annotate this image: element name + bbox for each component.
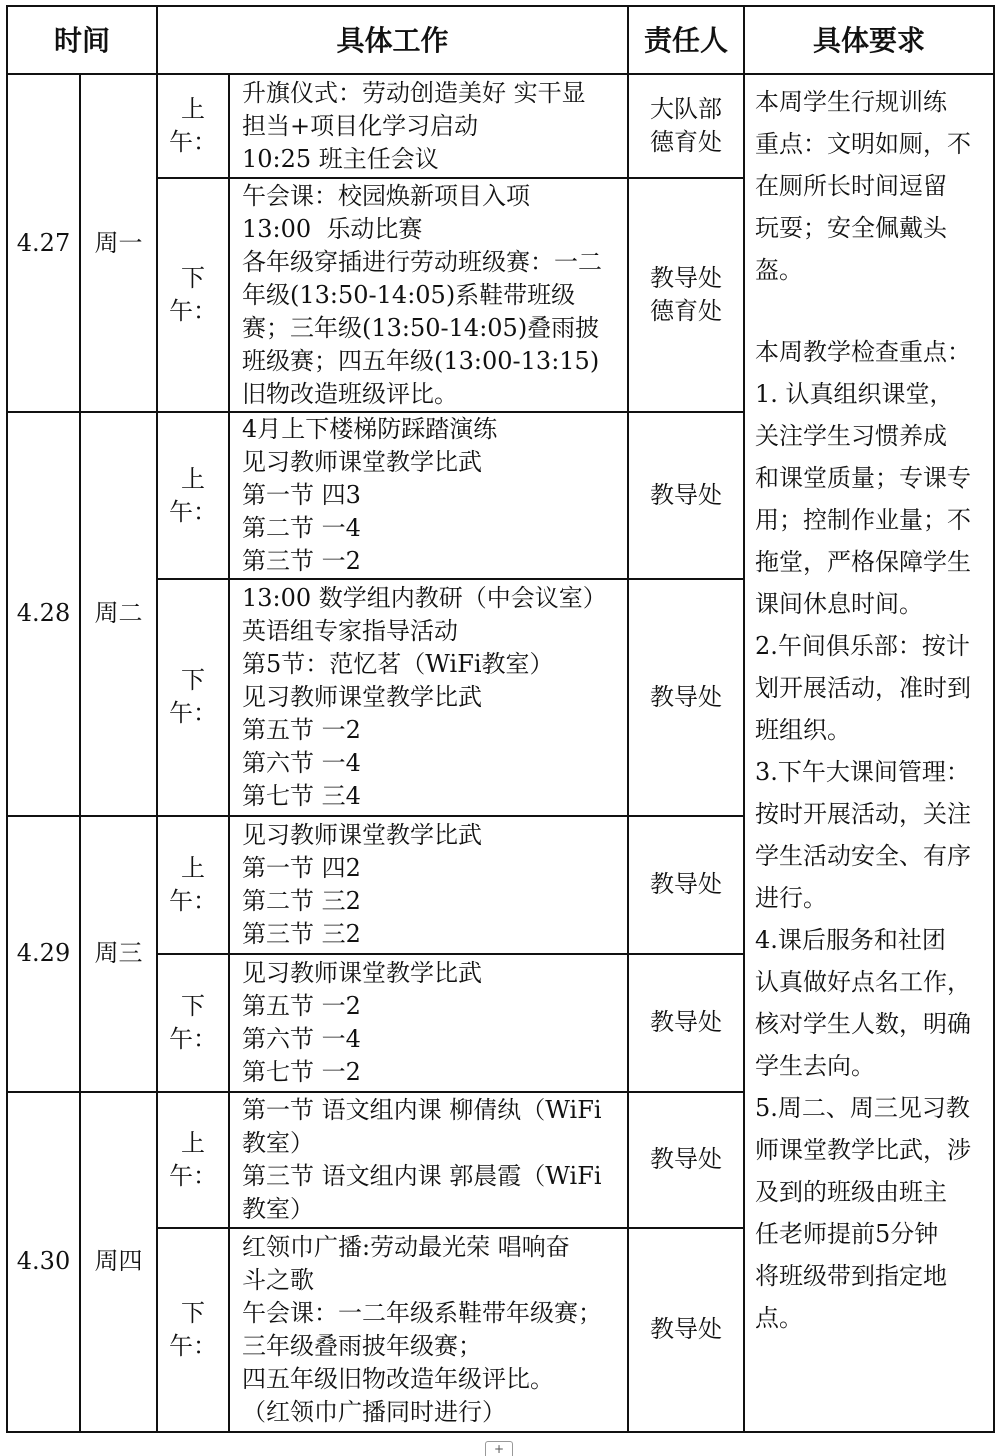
requirement-line: 班组织。	[755, 716, 852, 744]
work-line: 红领巾广播:劳动最光荣 唱响奋	[242, 1232, 570, 1261]
responsible-cell	[628, 178, 744, 412]
requirement-line: 玩耍；安全佩戴头	[755, 214, 948, 242]
work-cell	[229, 178, 628, 412]
half-label-char: 午：	[169, 1024, 218, 1053]
schedule-row	[7, 74, 994, 178]
requirement-line: 学生活动安全、有序	[755, 842, 972, 870]
requirement-line: 点。	[755, 1304, 804, 1332]
paragraph-gap	[755, 291, 983, 331]
requirement-line: 划开展活动，准时到	[755, 674, 972, 702]
work-line: 教室）	[242, 1128, 315, 1157]
responsible-name: 教导处	[650, 682, 723, 711]
requirement-line: 课间休息时间。	[755, 590, 924, 618]
work-line: 午会课：校园焕新项目入项	[242, 181, 531, 210]
work-line: 年级(13:50-14:05)系鞋带班级	[242, 280, 576, 309]
morning-label	[157, 74, 229, 178]
work-line: 四五年级旧物改造年级评比。	[242, 1364, 555, 1393]
header-row	[7, 6, 994, 74]
half-label-char: 上	[181, 1128, 206, 1157]
weekday-cell: 周一	[80, 74, 157, 412]
requirement-line: 4.课后服务和社团	[755, 926, 946, 954]
work-line: （红领巾广播同时进行）	[242, 1397, 507, 1426]
work-cell	[229, 1092, 628, 1228]
half-label-char: 午：	[169, 128, 218, 157]
responsible-name: 教导处	[650, 1008, 723, 1037]
work-line: 第三节 一2	[242, 547, 361, 576]
half-label-char: 下	[181, 1298, 206, 1327]
requirement-line: 将班级带到指定地	[755, 1262, 948, 1290]
requirement-line: 任老师提前5分钟	[755, 1220, 939, 1248]
work-line: 第三节 语文组内课 郭晨霞（WiFi	[242, 1161, 602, 1190]
responsible-cell	[628, 816, 744, 954]
expand-table-button[interactable]: +	[485, 1441, 513, 1456]
requirement-line: 及到的班级由班主	[755, 1178, 948, 1206]
work-line: 见习教师课堂教学比武	[242, 958, 483, 987]
requirement-line: 关注学生习惯养成	[755, 422, 948, 450]
work-line: 第二节 一4	[242, 514, 361, 543]
requirement-line: 认真做好点名工作，	[755, 968, 972, 996]
date-cell: 4.27	[7, 74, 80, 412]
work-line: 10:25 班主任会议	[242, 144, 439, 173]
date-cell: 4.28	[7, 412, 80, 815]
morning-label	[157, 816, 229, 954]
responsible-name: 德育处	[650, 128, 723, 157]
weekday-cell: 周二	[80, 412, 157, 815]
work-line: 第五节 一2	[242, 715, 361, 744]
responsible-cell	[628, 1092, 744, 1228]
responsible-name: 教导处	[650, 870, 723, 899]
requirement-line: 按时开展活动，关注	[755, 800, 972, 828]
requirement-line: 核对学生人数，明确	[755, 1010, 972, 1038]
work-line: 4月上下楼梯防踩踏演练	[242, 415, 498, 444]
responsible-name: 教导处	[650, 1145, 723, 1174]
responsible-cell	[628, 74, 744, 178]
half-label-char: 上	[181, 853, 206, 882]
half-label-char: 午：	[169, 1331, 218, 1360]
work-cell	[229, 412, 628, 579]
header-time: 时间	[7, 6, 157, 74]
responsible-name: 教导处	[650, 481, 723, 510]
half-label-char: 午：	[169, 1161, 218, 1190]
work-line: 升旗仪式：劳动创造美好 实干显	[242, 78, 586, 107]
work-line: 第一节 语文组内课 柳倩纨（WiFi	[242, 1095, 602, 1124]
requirement-line: 本周教学检查重点：	[755, 338, 972, 366]
work-line: 担当+项目化学习启动	[242, 111, 479, 140]
half-label-char: 上	[181, 95, 206, 124]
half-label-char: 午：	[169, 886, 218, 915]
weekday-cell: 周四	[80, 1092, 157, 1432]
requirement-line: 拖堂，严格保障学生	[755, 548, 972, 576]
responsible-cell	[628, 1228, 744, 1432]
requirement-line: 重点：文明如厕，不	[755, 130, 972, 158]
work-line: 第三节 三2	[242, 919, 361, 948]
work-line: 赛；三年级(13:50-14:05)叠雨披	[242, 313, 600, 342]
header-work: 具体工作	[157, 6, 628, 74]
header-requirements: 具体要求	[744, 6, 994, 74]
half-label-char: 下	[181, 264, 206, 293]
responsible-cell	[628, 954, 744, 1092]
requirement-line: 1. 认真组织课堂，	[755, 380, 954, 408]
requirement-line: 学生去向。	[755, 1052, 876, 1080]
requirement-line: 2.午间俱乐部：按计	[755, 632, 970, 660]
requirement-line: 师课堂教学比武，涉	[755, 1136, 972, 1164]
responsible-cell	[628, 412, 744, 579]
morning-label	[157, 1092, 229, 1228]
requirement-line: 进行。	[755, 884, 828, 912]
work-cell	[229, 954, 628, 1092]
work-line: 午会课：一二年级系鞋带年级赛；	[242, 1298, 603, 1327]
schedule-table	[6, 5, 995, 1433]
responsible-name: 教导处	[650, 1315, 723, 1344]
work-cell	[229, 74, 628, 178]
half-label-char: 上	[181, 464, 206, 493]
work-line: 第六节 一4	[242, 748, 361, 777]
work-line: 13:00 数学组内教研（中会议室）	[242, 583, 607, 612]
responsible-name: 教导处	[650, 264, 723, 293]
responsible-name: 德育处	[650, 297, 723, 326]
work-line: 第一节 四2	[242, 853, 361, 882]
half-label-char: 下	[181, 666, 206, 695]
work-line: 斗之歌	[242, 1265, 315, 1294]
work-line: 班级赛；四五年级(13:00-13:15)	[242, 346, 600, 375]
half-label-char: 午：	[169, 297, 218, 326]
date-cell: 4.30	[7, 1092, 80, 1432]
afternoon-label	[157, 178, 229, 412]
requirement-line: 3.下午大课间管理：	[755, 758, 970, 786]
work-line: 各年级穿插进行劳动班级赛：一二	[242, 247, 603, 276]
weekday-cell: 周三	[80, 816, 157, 1092]
work-line: 第五节 一2	[242, 991, 361, 1020]
work-line: 三年级叠雨披年级赛；	[242, 1331, 483, 1360]
work-line: 见习教师课堂教学比武	[242, 682, 483, 711]
requirements-cell	[744, 74, 994, 1432]
responsible-name: 大队部	[650, 95, 723, 124]
afternoon-label	[157, 954, 229, 1092]
requirement-line: 5.周二、周三见习教	[755, 1094, 970, 1122]
work-line: 见习教师课堂教学比武	[242, 448, 483, 477]
header-responsible: 责任人	[628, 6, 744, 74]
morning-label	[157, 412, 229, 579]
requirement-line: 盔。	[755, 256, 804, 284]
work-line: 第七节 三4	[242, 781, 361, 810]
requirement-line: 用；控制作业量；不	[755, 506, 972, 534]
half-label-char: 午：	[169, 497, 218, 526]
work-line: 英语组专家指导活动	[242, 616, 459, 645]
requirement-line: 和课堂质量；专课专	[755, 464, 972, 492]
afternoon-label	[157, 1228, 229, 1432]
work-line: 见习教师课堂教学比武	[242, 820, 483, 849]
work-line: 第5节：范忆茗（WiFi教室）	[242, 649, 554, 678]
work-line: 第六节 一4	[242, 1024, 361, 1053]
half-label-char: 下	[181, 991, 206, 1020]
requirement-line: 在厕所长时间逗留	[755, 172, 948, 200]
work-cell	[229, 1228, 628, 1432]
work-line: 第七节 一2	[242, 1057, 361, 1086]
work-line: 第一节 四3	[242, 481, 361, 510]
work-line: 第二节 三2	[242, 886, 361, 915]
work-cell	[229, 816, 628, 954]
afternoon-label	[157, 579, 229, 815]
date-cell: 4.29	[7, 816, 80, 1092]
half-label-char: 午：	[169, 699, 218, 728]
responsible-cell	[628, 579, 744, 815]
work-line: 13:00 乐动比赛	[242, 214, 423, 243]
work-line: 教室）	[242, 1194, 315, 1223]
work-line: 旧物改造班级评比。	[242, 379, 459, 408]
requirement-line: 本周学生行规训练	[755, 88, 948, 116]
work-cell	[229, 579, 628, 815]
